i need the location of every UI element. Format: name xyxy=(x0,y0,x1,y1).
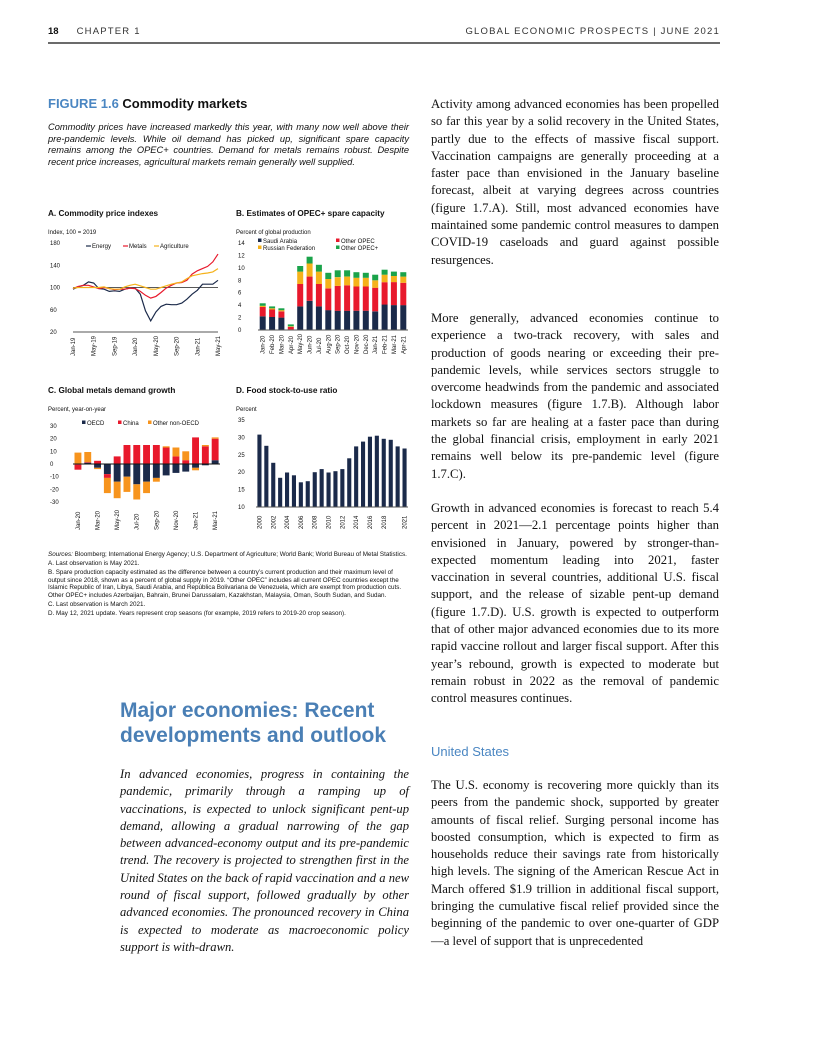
panel-c-chart xyxy=(48,404,228,554)
bar-oecd xyxy=(153,464,160,478)
running-header-left xyxy=(48,26,141,37)
bar-saudi-arabia xyxy=(325,310,331,330)
bar-saudi-arabia xyxy=(353,311,359,330)
y-tick-label: 10 xyxy=(238,505,245,511)
panel-b-title: B. Estimates of OPEC+ spare capacity xyxy=(236,209,385,218)
bar-other-opec xyxy=(335,286,341,311)
y-axis-label: Percent xyxy=(236,407,257,413)
figure-title xyxy=(48,96,247,111)
bar-saudi-arabia xyxy=(400,305,406,330)
x-tick-label: Feb-21 xyxy=(382,334,389,354)
running-header-right: GLOBAL ECONOMIC PROSPECTS | JUNE 2021 xyxy=(465,26,720,37)
bar-other-opec xyxy=(307,257,313,264)
legend-swatch-china xyxy=(118,421,122,425)
bar-saudi-arabia xyxy=(316,306,322,330)
x-tick-label: Apr-20 xyxy=(288,335,295,354)
x-tick-label: Nov-20 xyxy=(173,510,180,530)
bar-other-non-oecd xyxy=(212,437,219,438)
bar-other-opec xyxy=(391,282,397,305)
bar-2010 xyxy=(327,473,331,508)
y-tick-label: 60 xyxy=(50,307,57,314)
figure-title-text: Commodity markets xyxy=(122,96,248,111)
bar-oecd xyxy=(104,464,111,474)
y-tick-label: 14 xyxy=(238,241,245,247)
x-tick-label: Jan-21 xyxy=(195,337,202,356)
bar-oecd xyxy=(143,464,150,482)
y-tick-label: 2 xyxy=(238,315,242,322)
series-line-energy xyxy=(73,280,218,321)
bar-2018 xyxy=(382,439,386,507)
y-tick-label: 6 xyxy=(238,290,242,297)
bar-saudi-arabia xyxy=(363,311,369,330)
y-axis-label: Index, 100 = 2019 xyxy=(48,230,97,236)
legend-label-other-opec: Other OPEC+ xyxy=(341,246,379,252)
x-tick-label: Sep-20 xyxy=(174,336,181,356)
bar-2008 xyxy=(313,472,317,507)
x-tick-label: 2004 xyxy=(285,515,292,529)
bar-other-non-oecd xyxy=(94,468,101,469)
bar-other-opec xyxy=(316,265,322,272)
y-tick-label: -10 xyxy=(50,474,59,481)
header-rule xyxy=(48,42,720,44)
bar-other-non-oecd xyxy=(133,484,140,499)
bar-oecd xyxy=(124,464,131,477)
bar-other-opec xyxy=(297,266,303,272)
bar-russian-federation xyxy=(353,278,359,287)
bar-saudi-arabia xyxy=(269,317,275,330)
bar-china xyxy=(114,456,121,464)
legend-label-other-non-oecd: Other non-OECD xyxy=(153,421,200,427)
bar-russian-federation xyxy=(382,275,388,283)
bar-other-non-oecd xyxy=(173,448,180,457)
x-tick-label: 2018 xyxy=(381,515,388,529)
legend-label-metals: Metals xyxy=(129,244,147,250)
y-tick-label: 10 xyxy=(238,265,245,272)
bar-other-opec xyxy=(382,282,388,304)
note-a: A. Last observation is May 2021. xyxy=(48,560,140,568)
bar-other-non-oecd xyxy=(143,482,150,493)
bar-2019 xyxy=(389,440,393,507)
bar-other-non-oecd xyxy=(192,468,199,471)
y-tick-label: -20 xyxy=(50,487,59,494)
bar-2020 xyxy=(396,446,400,507)
section-title: Major economies: Recent developments and outlook xyxy=(120,699,387,747)
sources-text: Bloomberg; International Energy Agency; U.S. Department of Agriculture; World Bank; World Bureau of Metal Statistics. xyxy=(74,551,407,558)
bar-oecd xyxy=(192,464,199,468)
y-tick-label: 100 xyxy=(50,285,61,292)
bar-other-opec xyxy=(363,287,369,311)
bar-saudi-arabia xyxy=(297,306,303,330)
x-tick-label: 2002 xyxy=(271,515,278,529)
x-tick-label: Sep-20 xyxy=(154,510,161,530)
x-tick-label: May-19 xyxy=(91,335,98,356)
y-tick-label: 8 xyxy=(238,278,242,285)
bar-2006 xyxy=(299,482,303,507)
subsection-heading: United States xyxy=(431,744,510,759)
bar-saudi-arabia xyxy=(278,318,284,330)
x-tick-label: Jan-20 xyxy=(260,335,267,354)
bar-other-opec xyxy=(372,275,378,281)
bar-saudi-arabia xyxy=(307,301,313,330)
bar-russian-federation xyxy=(400,277,406,283)
x-tick-label: 2006 xyxy=(298,515,305,529)
legend-swatch-other-non-oecd xyxy=(148,421,152,425)
bar-other-opec xyxy=(325,273,331,279)
bar-2000 xyxy=(257,435,261,507)
bar-other-non-oecd xyxy=(153,478,160,482)
bar-other-opec xyxy=(288,327,294,330)
bar-other-non-oecd xyxy=(182,451,189,460)
x-tick-label: Jan-21 xyxy=(193,511,200,530)
x-tick-label: Mar-21 xyxy=(391,334,398,354)
bar-russian-federation xyxy=(325,279,331,288)
bar-russian-federation xyxy=(372,280,378,288)
bar-oecd xyxy=(182,464,189,472)
bar-other-opec xyxy=(363,273,369,278)
figure-number: FIGURE 1.6 xyxy=(48,96,119,111)
panel-d-chart xyxy=(236,404,416,554)
bar-2013 xyxy=(347,458,351,507)
x-tick-label: Jul-20 xyxy=(134,513,141,530)
bar-other-non-oecd xyxy=(75,453,82,464)
bar-oecd xyxy=(94,464,101,468)
bar-other-non-oecd xyxy=(124,477,131,492)
bar-other-opec xyxy=(278,311,284,317)
bar-2005 xyxy=(292,475,296,507)
bar-china xyxy=(75,465,82,470)
figure-subtitle: Commodity prices have increased markedly this year, with many now well above their pre-pandemic levels. While oil demand has picked up, significant spare capacity remains among the OPEC+ countries. Demand for metals remains robust. Despite recent price increases, agricultural markets remain generally well supplied. xyxy=(48,122,409,167)
bar-other-opec xyxy=(269,310,275,318)
bar-other-opec xyxy=(344,270,350,276)
y-tick-label: 12 xyxy=(238,253,245,260)
x-tick-label: Mar-20 xyxy=(95,510,102,530)
sources-label: Sources: xyxy=(48,551,73,558)
y-tick-label: 4 xyxy=(238,303,242,310)
figure-notes xyxy=(48,551,410,619)
x-tick-label: Feb-20 xyxy=(270,334,277,354)
panel-b-chart xyxy=(236,227,416,377)
bar-2016 xyxy=(368,437,372,507)
x-tick-label: Apr-21 xyxy=(401,335,408,354)
bar-russian-federation xyxy=(307,264,313,277)
bar-other-opec xyxy=(335,270,341,277)
bar-china xyxy=(202,446,209,464)
bar-2009 xyxy=(320,469,324,507)
bar-china xyxy=(212,439,219,461)
bar-2021 xyxy=(403,449,407,508)
bar-russian-federation xyxy=(278,310,284,311)
body-paragraph-1: Activity among advanced economies has been propelled so far this year by a solid recovery in the United States, partly due to the effects of massive fiscal support. Vaccination campaigns are generally proceeding at a faster pace than envisioned in the January baseline forecast, albeit at varying degrees across countries (figure 1.7.A). Still, most advanced economies have maintained some pandemic control measures to dampen COVID-19 caseloads and guard against possible resurgences. xyxy=(431,97,719,267)
panel-c-title: C. Global metals demand growth xyxy=(48,386,176,395)
bar-russian-federation xyxy=(363,278,369,287)
bar-russian-federation xyxy=(269,308,275,309)
y-tick-label: 0 xyxy=(238,328,242,334)
bar-2004 xyxy=(285,473,289,508)
y-tick-label: 35 xyxy=(238,418,245,424)
x-tick-label: 2012 xyxy=(340,515,347,529)
bar-saudi-arabia xyxy=(382,305,388,331)
bar-other-opec xyxy=(325,288,331,310)
bar-other-opec xyxy=(260,307,266,316)
bar-2007 xyxy=(306,481,310,507)
y-tick-label: 0 xyxy=(50,462,54,468)
y-tick-label: 140 xyxy=(50,263,61,270)
x-tick-label: May-21 xyxy=(216,335,222,356)
note-sources xyxy=(48,551,410,559)
x-tick-label: 2021 xyxy=(402,515,409,529)
bar-other-opec xyxy=(269,306,275,308)
x-tick-label: Mar-21 xyxy=(213,510,220,530)
panel-a-chart xyxy=(48,227,228,377)
bar-other-opec xyxy=(382,270,388,275)
legend-swatch-russian-federation xyxy=(258,246,262,250)
bar-china xyxy=(163,448,170,465)
body-paragraph-4: The U.S. economy is recovering more quickly than its peers from the pandemic shock, supported by greater amounts of fiscal relief. Surging personal income has boosted consumption, which is expected to firm as households reduce their savings rate from historically high levels. The signing of the American Rescue Act in March offered $1.9 trillion in additional fiscal support, bringing the cumulative fiscal relief provided since the beginning of the pandemic to over one-quarter of GDP—a level of support that is unprecedented xyxy=(431,778,719,948)
bar-other-non-oecd xyxy=(84,452,91,462)
bar-saudi-arabia xyxy=(335,311,341,330)
bar-other-opec xyxy=(344,285,350,311)
bar-2002 xyxy=(271,463,275,507)
legend-label-saudi-arabia: Saudi Arabia xyxy=(263,239,298,245)
bar-russian-federation xyxy=(344,277,350,286)
bar-2015 xyxy=(361,442,365,507)
bar-2014 xyxy=(354,446,358,507)
body-paragraph-3: Growth in advanced economies is forecast to reach 5.4 percent in 2021—2.1 percentage points higher than envisioned in January, powered by stronger-than-expected momentum leading into 2021, faster vaccination in several countries, additional U.S. fiscal support, and the release of sizable pent-up demand (figure 1.7.D). U.S. growth is expected to outperform that of other major advanced economies due to its more rapid vaccine rollout and larger fiscal support. After this year’s rebound, growth is expected to moderate but remain robust in 2022 as the removal of pandemic control measures continues. xyxy=(431,501,719,706)
bar-saudi-arabia xyxy=(344,311,350,330)
x-tick-label: Jan-21 xyxy=(373,335,380,354)
y-axis-label: Percent, year-on-year xyxy=(48,407,107,413)
bar-other-non-oecd xyxy=(163,446,170,447)
bar-china xyxy=(153,445,160,464)
y-tick-label: 25 xyxy=(238,452,245,459)
bar-china xyxy=(173,456,180,464)
y-tick-label: 180 xyxy=(50,241,61,247)
legend-swatch-oecd xyxy=(82,421,86,425)
x-tick-label: 2014 xyxy=(354,515,361,529)
bar-russian-federation xyxy=(288,326,294,327)
x-tick-label: Nov-20 xyxy=(354,334,361,354)
legend-label-china: China xyxy=(123,421,139,427)
panel-d-title: D. Food stock-to-use ratio xyxy=(236,386,338,395)
y-tick-label: 20 xyxy=(50,330,57,336)
x-tick-label: Jan-20 xyxy=(133,337,140,356)
body-paragraph-2: More generally, advanced economies continue to experience a two-track recovery, with sales and production of goods nearing or exceeding their pre-pandemic levels, while services sectors struggle to overcome headwinds from the pandemic and associated lockdown measures (figure 1.7.B). Although labor markets so far are healing at a faster pace than during the global financial crisis, employment in early 2021 remains well below its pre-pandemic level (figure 1.7.C). xyxy=(431,311,719,481)
bar-saudi-arabia xyxy=(260,316,266,330)
bar-china xyxy=(104,474,111,478)
x-tick-label: May-20 xyxy=(298,333,305,354)
x-tick-label: Dec-20 xyxy=(363,334,370,354)
bar-china xyxy=(192,437,199,464)
bar-other-opec xyxy=(391,272,397,276)
section-lede: In advanced economies, progress in containing the pandemic, primarily through a ramping up of vaccinations, is expected to unlock significant pent-up demand, allowing a gradual narrowing of the gap between advanced-economy output and its pre-pandemic trend. The recovery is projected to strengthen first in the United States on the back of rapid vaccination and a new round of fiscal support, followed gradually by other advanced economies. The pronounced recovery in China is expected to moderate as macroeconomic policy support is with-drawn. xyxy=(120,767,409,954)
x-tick-label: Jun-20 xyxy=(307,335,314,354)
y-tick-label: 20 xyxy=(50,436,57,443)
x-tick-label: May-20 xyxy=(153,335,160,356)
note-c: C. Last observation is March 2021. xyxy=(48,601,146,609)
bar-oecd xyxy=(163,464,170,475)
x-tick-label: Jan-19 xyxy=(71,337,77,356)
panel-c xyxy=(48,386,228,546)
bar-other-opec xyxy=(307,277,313,301)
bar-china xyxy=(84,462,91,463)
bar-russian-federation xyxy=(335,277,341,286)
bar-2011 xyxy=(333,471,337,507)
bar-other-opec xyxy=(316,284,322,306)
x-tick-label: 2008 xyxy=(312,515,319,529)
bar-other-opec xyxy=(353,272,359,278)
bar-saudi-arabia xyxy=(391,305,397,330)
bar-china xyxy=(143,445,150,464)
page-number: 18 xyxy=(48,26,59,37)
bar-2003 xyxy=(278,478,282,507)
bar-other-opec xyxy=(288,324,294,326)
bar-other-non-oecd xyxy=(114,482,121,499)
x-tick-label: Sep-19 xyxy=(112,336,119,356)
legend-swatch-other-opec xyxy=(336,239,340,243)
chapter-label: CHAPTER 1 xyxy=(76,26,141,37)
bar-china xyxy=(124,445,131,464)
x-tick-label: 2000 xyxy=(257,515,264,529)
bar-other-opec xyxy=(400,272,406,276)
bar-2012 xyxy=(340,469,344,507)
legend-label-other-opec: Other OPEC xyxy=(341,239,375,245)
legend-label-russian-federation: Russian Federation xyxy=(263,246,316,252)
x-tick-label: Jan-20 xyxy=(75,511,82,530)
bar-china xyxy=(182,460,189,464)
bar-oecd xyxy=(114,464,121,482)
bar-other-opec xyxy=(372,288,378,312)
x-tick-label: 2016 xyxy=(368,515,374,529)
bar-other-opec xyxy=(278,308,284,310)
bar-oecd xyxy=(173,464,180,473)
x-tick-label: Sep-20 xyxy=(335,334,342,354)
bar-other-opec xyxy=(297,284,303,306)
bar-oecd xyxy=(212,460,219,464)
panel-d xyxy=(236,386,416,546)
bar-2017 xyxy=(375,436,379,507)
bar-russian-federation xyxy=(260,306,266,307)
bar-other-non-oecd xyxy=(104,478,111,493)
bar-saudi-arabia xyxy=(372,311,378,330)
bar-russian-federation xyxy=(316,272,322,284)
bar-china xyxy=(133,445,140,464)
panel-a-title: A. Commodity price indexes xyxy=(48,209,159,218)
y-tick-label: 30 xyxy=(238,435,245,442)
bar-other-opec xyxy=(353,287,359,311)
x-tick-label: May-20 xyxy=(115,509,122,530)
x-tick-label: Jul-20 xyxy=(316,337,323,354)
bar-oecd xyxy=(133,464,140,484)
x-tick-label: Oct-20 xyxy=(345,335,352,354)
panel-a xyxy=(48,209,228,369)
legend-label-oecd: OECD xyxy=(87,421,105,427)
y-tick-label: 10 xyxy=(50,449,57,456)
note-d: D. May 12, 2021 update. Years represent crop seasons (for example, 2019 refers to 2019-20 crop season). xyxy=(48,610,346,618)
y-tick-label: -30 xyxy=(50,500,59,506)
bar-russian-federation xyxy=(297,272,303,284)
legend-swatch-other-opec xyxy=(336,246,340,250)
legend-label-energy: Energy xyxy=(92,244,112,250)
legend-label-agriculture: Agriculture xyxy=(160,244,189,250)
bar-russian-federation xyxy=(391,276,397,282)
y-tick-label: 15 xyxy=(238,487,245,494)
x-tick-label: Aug-20 xyxy=(326,334,333,354)
panel-b xyxy=(236,209,416,369)
bar-2001 xyxy=(264,446,268,507)
bar-other-opec xyxy=(260,303,266,306)
y-axis-label: Percent of global production xyxy=(236,230,311,236)
note-b: B. Spare production capacity estimated as the difference between a country’s current production and their maximum level of output since 2018, shown as a percent of global supply in 2019. “Other OPEC” includes all current OPEC countries except the Islamic Republic of Iran, Libya, Saudi Arabia, and República Bolivariana de Venezuela, which are exempt from production cuts. Other OPEC+ includes Azerbaijan, Bahrain, Brunei Darussalam, Kazakhstan, Malaysia, Oman, South Sudan, and Sudan. xyxy=(48,569,402,599)
y-tick-label: 20 xyxy=(238,470,245,477)
bar-other-opec xyxy=(400,283,406,305)
x-tick-label: Mar-20 xyxy=(279,334,286,354)
legend-swatch-saudi-arabia xyxy=(258,239,262,243)
bar-other-non-oecd xyxy=(202,445,209,446)
y-tick-label: 30 xyxy=(50,424,57,430)
x-tick-label: 2010 xyxy=(326,515,333,529)
